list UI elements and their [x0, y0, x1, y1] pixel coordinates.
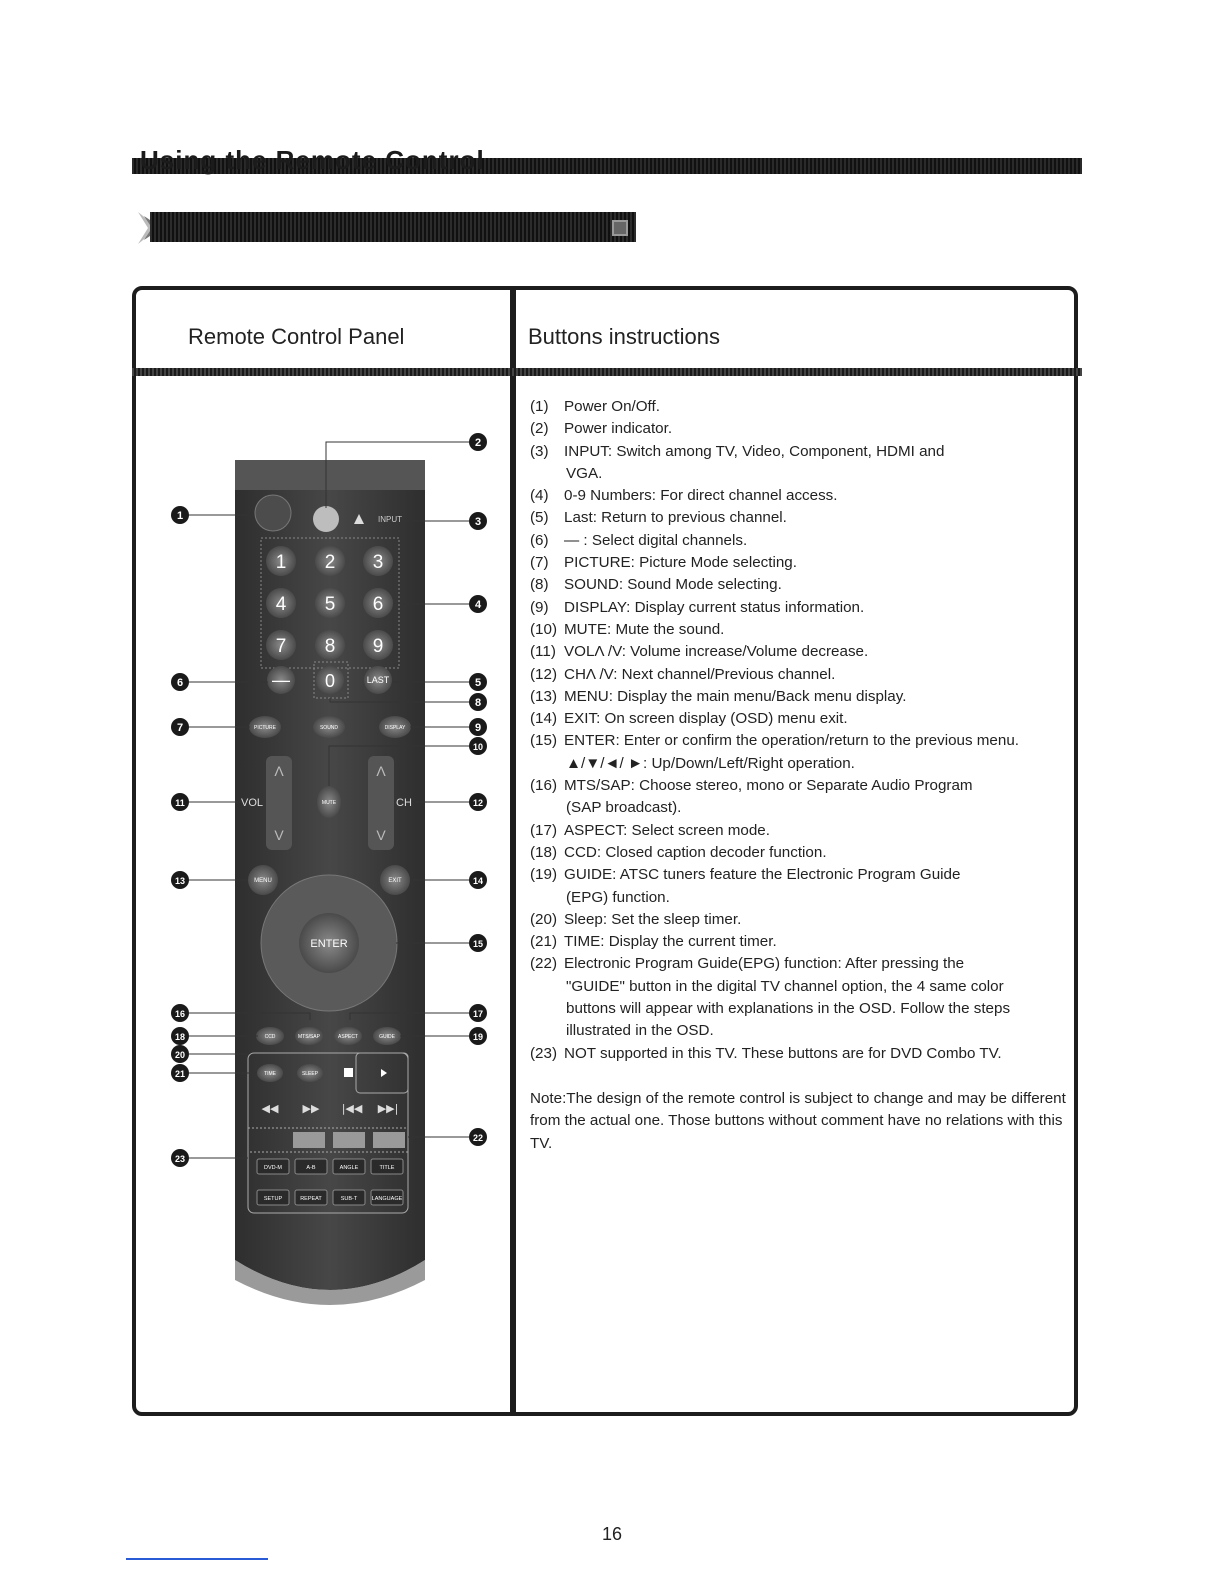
instruction-number: (21) — [530, 933, 558, 951]
svg-text:V: V — [376, 827, 386, 843]
instruction-continuation: ▲/▼/◄/ ►: Up/Down/Left/Right operation. — [566, 754, 855, 772]
ccd-label: CCD — [264, 1034, 276, 1040]
instruction-number: (13) — [530, 687, 558, 705]
instruction-continuation: illustrated in the OSD. — [566, 1022, 714, 1040]
instruction-item — [530, 441, 1075, 463]
instruction-continuation: (SAP broadcast). — [566, 799, 682, 817]
instruction-continuation: (EPG) function. — [566, 888, 670, 906]
display-label: DISPLAY — [384, 725, 406, 731]
instruction-item — [530, 708, 1075, 730]
callout-number: 6 — [176, 677, 184, 689]
callout-number: 18 — [174, 1032, 186, 1042]
last-label: LAST — [366, 675, 390, 685]
instruction-item — [530, 686, 1075, 708]
color-button-yellow — [333, 1132, 365, 1148]
instruction-text: MUTE: Mute the sound. — [564, 620, 725, 638]
instruction-number: (18) — [530, 843, 558, 861]
callout-number: 22 — [472, 1133, 484, 1143]
instruction-text: Power On/Off. — [564, 398, 660, 415]
fast-forward-icon: ▶▶ — [302, 1102, 320, 1115]
dvd-button-label: REPEAT — [300, 1196, 322, 1202]
dvd-button-label: SUB-T — [340, 1196, 358, 1202]
instruction-text: Electronic Program Guide(EPG) function: After pressing the — [564, 955, 965, 973]
digit-buttons — [266, 546, 393, 660]
instruction-text: SOUND: Sound Mode selecting. — [564, 576, 782, 594]
instruction-item — [530, 931, 1075, 953]
dvd-button-label: ANGLE — [339, 1165, 359, 1171]
digit-label: 4 — [275, 594, 287, 615]
dvd-button-label: TITLE — [379, 1165, 395, 1171]
callout-number: 16 — [174, 1009, 186, 1019]
instruction-text: Sleep: Set the sleep timer. — [564, 910, 742, 928]
previous-icon: |◀◀ — [341, 1102, 363, 1115]
callout-number: 12 — [472, 798, 484, 808]
instruction-text: DISPLAY: Display current status information. — [564, 598, 865, 616]
instruction-text: INPUT: Switch among TV, Video, Component, HDMI and — [564, 442, 945, 460]
sleep-label: SLEEP — [301, 1071, 319, 1077]
instruction-item — [530, 485, 1075, 507]
instruction-number: (9) — [530, 598, 549, 616]
instruction-item — [530, 619, 1075, 641]
instruction-number: (1) — [530, 398, 549, 415]
instruction-number: (17) — [530, 821, 558, 839]
aspect-label: ASPECT — [337, 1034, 359, 1040]
instruction-number: (6) — [530, 531, 549, 549]
sound-label: SOUND — [319, 725, 339, 731]
instruction-number: (10) — [530, 620, 558, 638]
callout-number: 17 — [472, 1009, 484, 1019]
instruction-text: ENTER: Enter or confirm the operation/return to the previous menu. — [564, 732, 1019, 750]
instruction-number: (11) — [530, 643, 556, 661]
digit-label: 2 — [324, 552, 336, 573]
remote-control-illustration — [130, 420, 510, 1320]
callout-number: 4 — [474, 599, 482, 611]
callout-number: 10 — [472, 742, 484, 752]
note-text: Note:The design of the remote control is subject to change and may be different from the actual one. Those buttons without comment have no relations with this TV. — [530, 1090, 1066, 1152]
callout-number: 9 — [474, 722, 482, 734]
instruction-number: (22) — [530, 955, 558, 973]
instruction-item — [530, 597, 1075, 619]
instruction-number: (19) — [530, 866, 558, 884]
instruction-continuation: buttons will appear with explanations in the OSD. Follow the steps — [566, 1000, 1011, 1018]
table-divider — [510, 286, 516, 1416]
instruction-item — [530, 953, 1075, 975]
instruction-text: MTS/SAP: Choose stereo, mono or Separate Audio Program — [564, 777, 973, 795]
instruction-number: (3) — [530, 442, 549, 460]
instruction-continuation: "GUIDE" button in the digital TV channel option, the 4 same color — [566, 977, 1004, 995]
instruction-item — [530, 530, 1075, 552]
guide-label: GUIDE — [379, 1034, 395, 1040]
instruction-text: TIME: Display the current timer. — [564, 933, 777, 951]
time-label: TIME — [264, 1071, 276, 1077]
table-header-line — [132, 368, 1082, 376]
instruction-number: (15) — [530, 732, 558, 750]
instruction-text: EXIT: On screen display (OSD) menu exit. — [564, 710, 848, 728]
page-number: 16 — [601, 1524, 623, 1544]
vol-label: VOL — [240, 797, 264, 809]
instruction-item — [530, 507, 1075, 529]
instruction-list — [530, 396, 1075, 1065]
section-box-icon — [612, 220, 628, 236]
power-indicator-icon — [313, 506, 339, 532]
digit-label: 3 — [372, 552, 384, 573]
mute-label: MUTE — [321, 800, 337, 806]
stop-icon — [344, 1068, 353, 1077]
instruction-text: VOLΛ /V: Volume increase/Volume decrease. — [564, 643, 869, 661]
callout-number: 7 — [176, 722, 184, 734]
digit-label: 8 — [324, 636, 336, 657]
input-button-label: INPUT — [378, 515, 402, 524]
instruction-text: — : Select digital channels. — [564, 531, 748, 549]
section-bar — [150, 212, 636, 242]
instruction-item — [530, 574, 1075, 596]
color-button-blue — [373, 1132, 405, 1148]
instruction-number: (2) — [530, 420, 549, 438]
instruction-number: (7) — [530, 554, 549, 572]
instruction-number: (4) — [530, 487, 549, 505]
callout-number: 20 — [174, 1050, 186, 1060]
instruction-number: (20) — [530, 910, 558, 928]
callout-number: 8 — [474, 697, 482, 709]
digit-label: 6 — [372, 594, 384, 615]
instruction-item — [530, 552, 1075, 574]
callout-number: 2 — [474, 437, 482, 449]
instruction-text: CCD: Closed caption decoder function. — [564, 843, 827, 861]
instruction-item — [530, 820, 1075, 842]
exit-label: EXIT — [388, 878, 402, 884]
instruction-text: GUIDE: ATSC tuners feature the Electronic Program Guide — [564, 866, 961, 884]
instruction-number: (16) — [530, 777, 558, 795]
dvd-button-label: SETUP — [263, 1196, 283, 1202]
callout-number: 13 — [174, 876, 186, 886]
instruction-item — [530, 775, 1075, 797]
power-button — [255, 495, 291, 531]
instruction-text: Last: Return to previous channel. — [564, 509, 787, 527]
digit-label: 5 — [324, 594, 336, 615]
instruction-text: Power indicator. — [564, 420, 673, 438]
right-column-header: Buttons instructions — [528, 324, 720, 349]
page-title: Using the Remote Control — [140, 145, 485, 175]
instruction-number: (23) — [530, 1044, 558, 1062]
instruction-item — [530, 664, 1075, 686]
instruction-item — [530, 909, 1075, 931]
left-column-header: Remote Control Panel — [188, 324, 405, 349]
instruction-number: (14) — [530, 710, 558, 728]
instruction-text: PICTURE: Picture Mode selecting. — [564, 554, 797, 572]
digit-label: 9 — [372, 636, 384, 657]
mts-label: MTS/SAP — [298, 1034, 320, 1040]
ch-label: CH — [396, 797, 412, 809]
dvd-button-label: LANGUAGE — [371, 1196, 403, 1202]
dash-label: — — [272, 670, 290, 690]
enter-label: ENTER — [310, 938, 348, 950]
instruction-text: 0-9 Numbers: For direct channel access. — [564, 487, 838, 505]
callout-number: 3 — [474, 516, 482, 528]
callout-number: 21 — [174, 1069, 186, 1079]
callout-number: 23 — [174, 1154, 186, 1164]
zero-label: 0 — [324, 671, 336, 691]
instruction-text: MENU: Display the main menu/Back menu display. — [564, 687, 907, 705]
instruction-text: CHΛ /V: Next channel/Previous channel. — [564, 665, 836, 683]
instruction-item — [530, 842, 1075, 864]
instruction-item — [530, 641, 1075, 663]
callout-number: 14 — [472, 876, 484, 886]
svg-text:Λ: Λ — [376, 763, 386, 779]
dvd-button-label: DVD-M — [263, 1165, 283, 1171]
instruction-item — [530, 396, 1075, 418]
instruction-continuation: VGA. — [566, 464, 603, 482]
instruction-item — [530, 730, 1075, 752]
rewind-icon: ◀◀ — [261, 1102, 279, 1115]
instruction-number: (5) — [530, 509, 549, 527]
instruction-number: (12) — [530, 665, 558, 683]
instruction-text: ASPECT: Select screen mode. — [564, 821, 770, 839]
instruction-item — [530, 864, 1075, 886]
color-button-green — [293, 1132, 325, 1148]
callout-number: 1 — [176, 510, 184, 522]
digit-label: 1 — [275, 552, 287, 573]
next-icon: ▶▶| — [377, 1102, 399, 1115]
svg-text:Λ: Λ — [274, 763, 284, 779]
callout-number: 5 — [474, 677, 482, 689]
footer-line — [126, 1558, 268, 1560]
picture-label: PICTURE — [254, 725, 276, 731]
callout-number: 15 — [472, 939, 484, 949]
callout-number: 19 — [472, 1032, 484, 1042]
instruction-item — [530, 418, 1075, 440]
instruction-item — [530, 1043, 1075, 1065]
svg-text:V: V — [274, 827, 284, 843]
digit-label: 7 — [275, 636, 287, 657]
menu-label: MENU — [254, 878, 272, 884]
instruction-text: NOT supported in this TV. These buttons are for DVD Combo TV. — [564, 1044, 1002, 1062]
dvd-button-label: A-B — [306, 1165, 316, 1171]
callout-number: 11 — [175, 798, 185, 808]
instruction-number: (8) — [530, 576, 549, 594]
